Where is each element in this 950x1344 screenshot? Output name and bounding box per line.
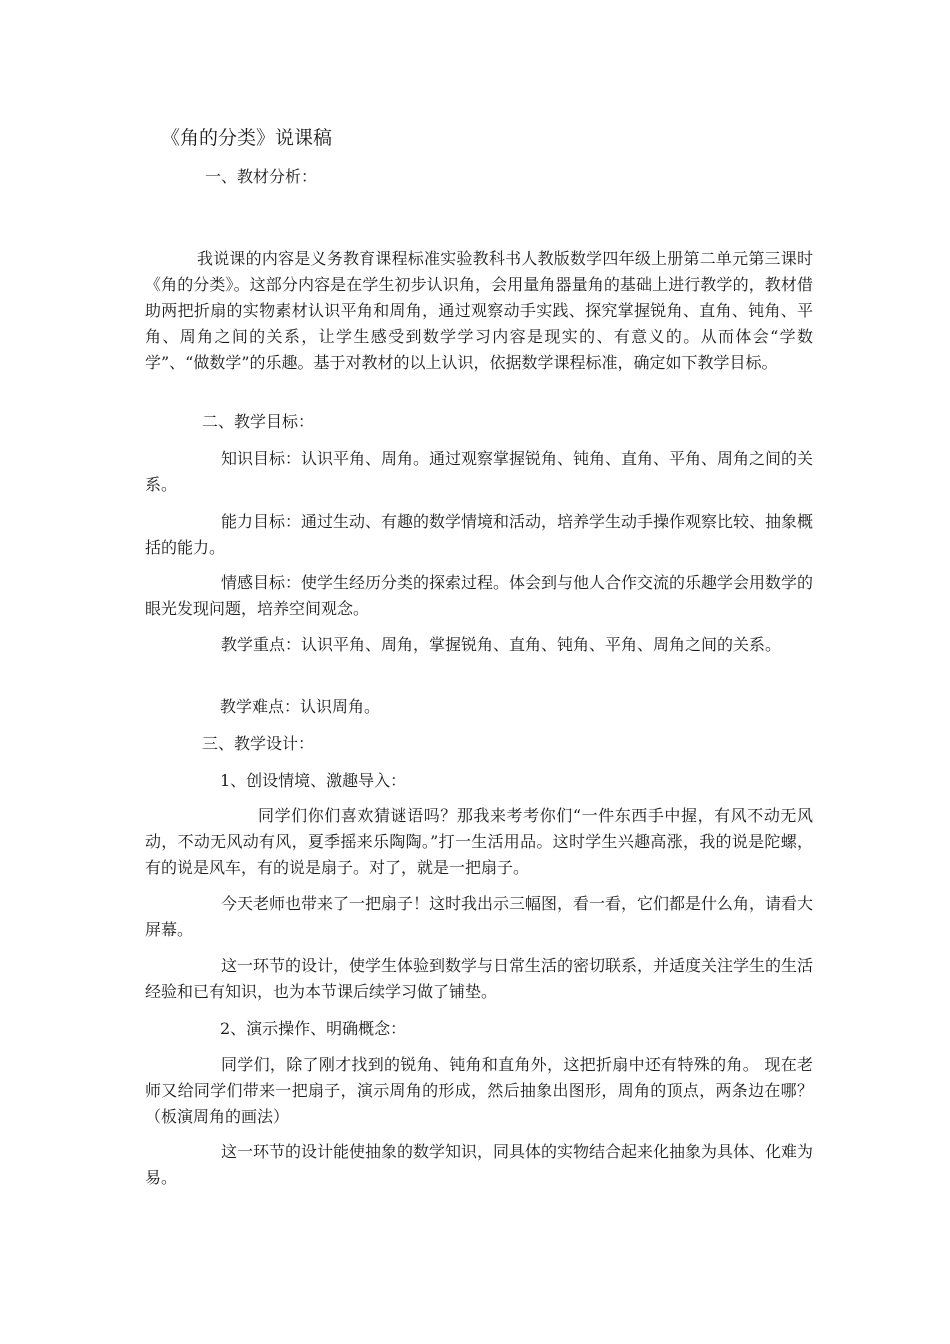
step2-demonstration-paragraph: 同学们，除了刚才找到的锐角、钝角和直角外，这把折扇中还有特殊的角。 现在老师又给同学们带来一把扇子，演示周角的形成，然后抽象出图形，周角的顶点，两条边在哪？（板演周角的画法） bbox=[145, 1055, 813, 1126]
teaching-key-point-paragraph: 教学重点：认识平角、周角，掌握锐角、直角、钝角、平角、周角之间的关系。 bbox=[221, 635, 782, 654]
step2-heading: 2、演示操作、明确概念： bbox=[220, 1019, 407, 1038]
section-heading-teaching-design: 三、教学设计： bbox=[202, 734, 315, 753]
knowledge-goal-paragraph: 知识目标：认识平角、周角。通过观察掌握锐角、钝角、直角、平角、周角之间的关系。 bbox=[145, 449, 814, 494]
section-heading-teaching-goals: 二、教学目标： bbox=[202, 412, 315, 431]
teaching-difficulty-line: 教学难点：认识周角。 bbox=[220, 697, 381, 716]
emotion-goal-paragraph: 情感目标：使学生经历分类的探索过程。体会到与他人合作交流的乐趣学会用数学的眼光发现问题，培养空间观念。 bbox=[145, 573, 814, 618]
step1-riddle-paragraph: 同学们你们喜欢猜谜语吗？那我来考考你们“一件东西手中握，有风不动无风动，不动无风动有风，夏季摇来乐陶陶。”打一生活用品。这时学生兴趣高涨，我的说是陀螺，有的说是风车，有的说是扇子。对了，就是一把扇子。 bbox=[145, 806, 813, 877]
material-analysis-paragraph: 我说课的内容是义务教育课程标准实验教科书人教版数学四年级上册第二单元第三课时《角的分类》。这部分内容是在学生初步认识角，会用量角器量角的基础上进行教学的，教材借助两把折扇的实物素材认识平角和周角，通过观察动手实践、探究掌握锐角、直角、钝角、平角、周角之间的关系，让学生感受到数学学习内容是现实的、有意义的。从而体会“学数学”、“做数学”的乐趣。基于对教材的以上认识，依据数学课程标准，确定如下教学目标。 bbox=[145, 249, 813, 372]
section-heading-material-analysis: 一、教材分析： bbox=[205, 167, 318, 186]
step1-fan-paragraph: 今天老师也带来了一把扇子！这时我出示三幅图，看一看，它们都是什么角，请看大屏幕。 bbox=[145, 894, 814, 939]
step1-design-note-paragraph: 这一环节的设计，使学生体验到数学与日常生活的密切联系，并适度关注学生的生活经验和已有知识，也为本节课后续学习做了铺垫。 bbox=[145, 956, 814, 1001]
document-title: 《角的分类》说课稿 bbox=[161, 127, 333, 149]
step1-heading: 1、创设情境、激趣导入： bbox=[220, 771, 407, 790]
ability-goal-paragraph: 能力目标：通过生动、有趣的数学情境和活动，培养学生动手操作观察比较、抽象概括的能力。 bbox=[145, 512, 814, 557]
step2-design-note-paragraph: 这一环节的设计能使抽象的数学知识，同具体的实物结合起来化抽象为具体、化难为易。 bbox=[145, 1142, 814, 1187]
